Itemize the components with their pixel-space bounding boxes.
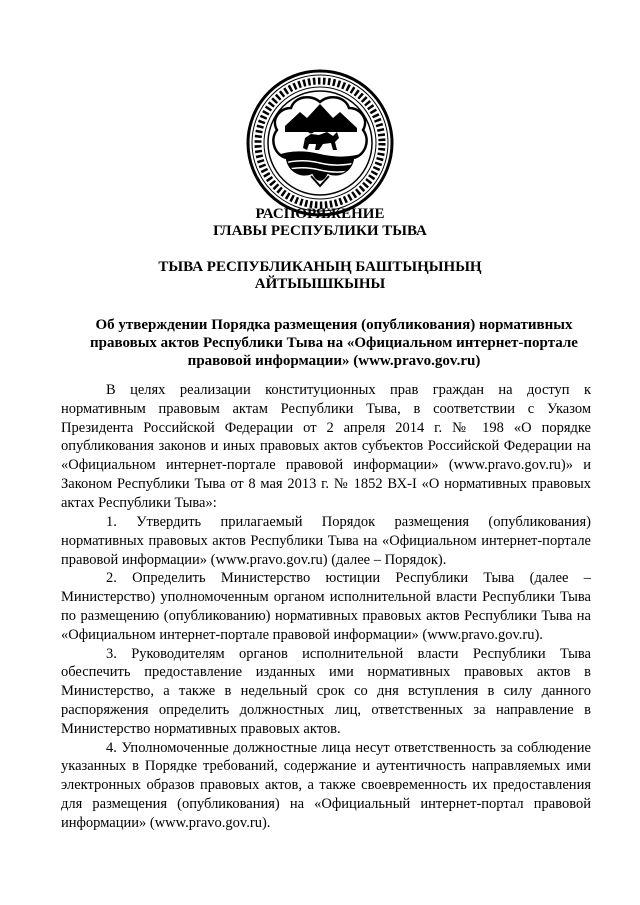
order-item-2: 2. Определить Министерство юстиции Республики Тыва (далее – Министерство) уполномоченным органом исполнительной власти Республики Тыва по размещению (опубликованию) нормативных правовых актов Республики Тыва на «Официальном интернет-портале правовой информации» (www.pravo.gov.ru). [61,570,591,643]
heading-tyv-line1: ТЫВА РЕСПУБЛИКАНЫҢ БАШТЫҢЫНЫҢ [158,259,482,275]
heading-ru-line2: ГЛАВЫ РЕСПУБЛИКИ ТЫВА [213,223,427,239]
preamble-paragraph: В целях реализации конституционных прав граждан на доступ к нормативным правовым актам Республики Тыва, в соответствии с Указом Президента Российской Федерации от 2 апреля 2014 г. № 198 «О порядке опубликования законов и иных правовых актов субъектов Российской Федерации на «Официальном интернет-портале правовой информации» (www.pravo.gov.ru)» и Законом Республики Тыва от 8 мая 2013 г. № 1852 ВХ-I «О нормативных правовых актах Республики Тыва»: [61,382,591,511]
heading-ru-line1: РАСПОРЯЖЕНИЕ [255,206,385,222]
order-item-4: 4. Уполномоченные должностные лица несут ответственность за соблюдение указанных в Порядке требований, содержание и аутентичность направляемых ими электронных образов правовых актов, а также своевременность их предоставления для размещения (опубликования) на «Официальный интернет-портал правовой информации» (www.pravo.gov.ru). [61,739,591,831]
coat-of-arms-emblem [245,68,395,218]
document-heading-ru [0,206,640,240]
document-subject: Об утверждении Порядка размещения (опубликования) нормативных правовых актов Республики Тыва на «Официальном интернет-портале правовой информации» (www.pravo.gov.ru) [90,317,578,369]
order-item-3: 3. Руководителям органов исполнительной власти Республики Тыва обеспечить предоставление изданных ими нормативных правовых актов в Министерство, а также в недельный срок со дня вступления в силу данного распоряжения определить должностных лиц, ответственных за направление в Министерство нормативных правовых актов. [61,645,591,737]
heading-tyv-line2: АЙТЫЫШКЫНЫ [254,276,386,292]
order-items [61,513,591,833]
document-heading-tyv [0,259,640,293]
preamble [61,381,591,513]
order-item-1: 1. Утвердить прилагаемый Порядок размещения (опубликования) нормативных правовых актов Республики Тыва на «Официальном интернет-портале правовой информации» (www.pravo.gov.ru) (далее – Порядок). [61,514,591,568]
